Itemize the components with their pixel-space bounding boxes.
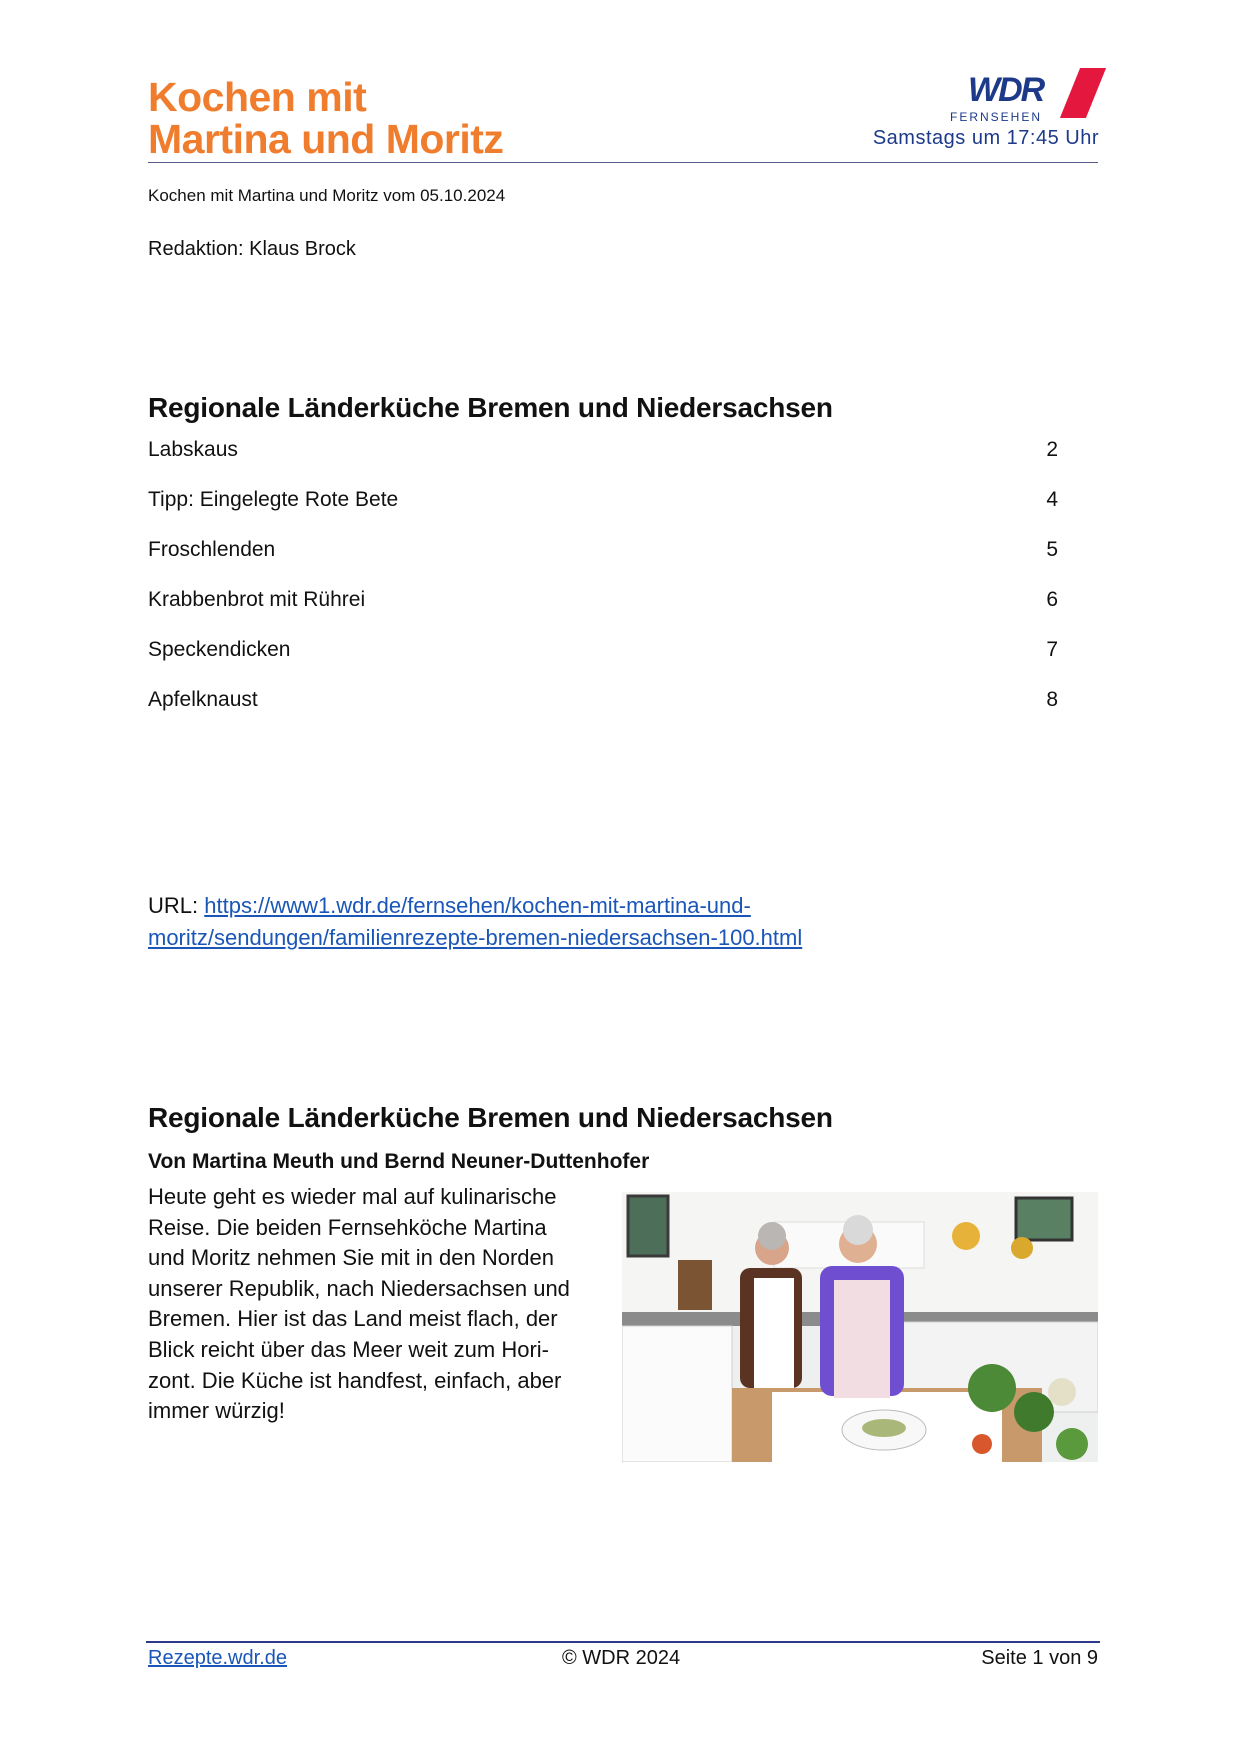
intro-title: Regionale Länderküche Bremen und Niedersachsen: [148, 1102, 833, 1133]
show-title: [148, 76, 503, 160]
toc-item[interactable]: [148, 438, 1060, 488]
kitchen-scene-image: [622, 1192, 1098, 1462]
hosts-photo: [622, 1192, 1098, 1462]
wdr-slash-icon: [1060, 68, 1106, 118]
wdr-logo: [942, 68, 1100, 124]
header-divider: [148, 162, 1098, 163]
toc-item[interactable]: [148, 538, 1060, 588]
intro-line: Blick reicht über das Meer weit zum Hori-: [148, 1336, 550, 1362]
footer-divider: [146, 1641, 1100, 1643]
episode-line: Kochen mit Martina und Moritz vom 05.10.2024: [148, 186, 506, 205]
toc-item-label: Krabbenbrot mit Rührei: [148, 588, 366, 611]
toc-item-page: 6: [1046, 588, 1058, 611]
toc-item-page: 8: [1046, 688, 1058, 711]
intro-line: Bremen. Hier ist das Land meist flach, der: [148, 1306, 558, 1332]
toc-title: Regionale Länderküche Bremen und Niedersachsen: [148, 392, 833, 423]
wdr-logo-subtext: FERNSEHEN: [950, 110, 1043, 124]
toc-item-page: 7: [1046, 638, 1058, 661]
url-label: URL:: [148, 893, 205, 918]
intro-line: immer würzig!: [148, 1398, 285, 1424]
wdr-logo-text: WDR: [968, 71, 1044, 109]
intro-line: Reise. Die beiden Fernsehköche Martina: [148, 1214, 547, 1240]
show-title-line1: Kochen mit: [148, 74, 367, 120]
footer-copyright: © WDR 2024: [562, 1647, 681, 1669]
byline: Von Martina Meuth und Bernd Neuner-Duttenhofer: [148, 1150, 650, 1173]
url-link-line1[interactable]: https://www1.wdr.de/fernsehen/kochen-mit-martina-und-: [204, 893, 751, 918]
footer-page-number: Seite 1 von 9: [981, 1647, 1098, 1669]
intro-line: und Moritz nehmen Sie mit in den Norden: [148, 1245, 554, 1271]
intro-line: zont. Die Küche ist handfest, einfach, aber: [148, 1367, 562, 1393]
toc-item-label: Speckendicken: [148, 638, 291, 661]
toc-item[interactable]: [148, 688, 1060, 738]
airtime: Samstags um 17:45 Uhr: [872, 127, 1099, 149]
toc-item-page: 4: [1046, 488, 1058, 511]
toc-item-label: Tipp: Eingelegte Rote Bete: [148, 488, 399, 511]
toc-item-label: Apfelknaust: [148, 688, 258, 711]
toc-item-page: 5: [1046, 538, 1058, 561]
table-of-contents: [148, 438, 1060, 738]
footer-site-link[interactable]: Rezepte.wdr.de: [148, 1647, 287, 1669]
intro-paragraph: [148, 1182, 598, 1427]
toc-item-label: Labskaus: [148, 438, 238, 461]
toc-item[interactable]: [148, 638, 1060, 688]
toc-item[interactable]: [148, 488, 1060, 538]
show-title-line2: Martina und Moritz: [148, 116, 504, 162]
toc-item-page: 2: [1046, 438, 1058, 461]
toc-item-label: Froschlenden: [148, 538, 276, 561]
intro-line: Heute geht es wieder mal auf kulinarische: [148, 1184, 557, 1209]
intro-line: unserer Republik, nach Niedersachsen und: [148, 1275, 570, 1301]
url-block: [148, 890, 1048, 954]
editor-line: Redaktion: Klaus Brock: [148, 238, 356, 260]
url-link-line2[interactable]: moritz/sendungen/familienrezepte-bremen-niedersachsen-100.html: [148, 925, 803, 950]
toc-item[interactable]: [148, 588, 1060, 638]
